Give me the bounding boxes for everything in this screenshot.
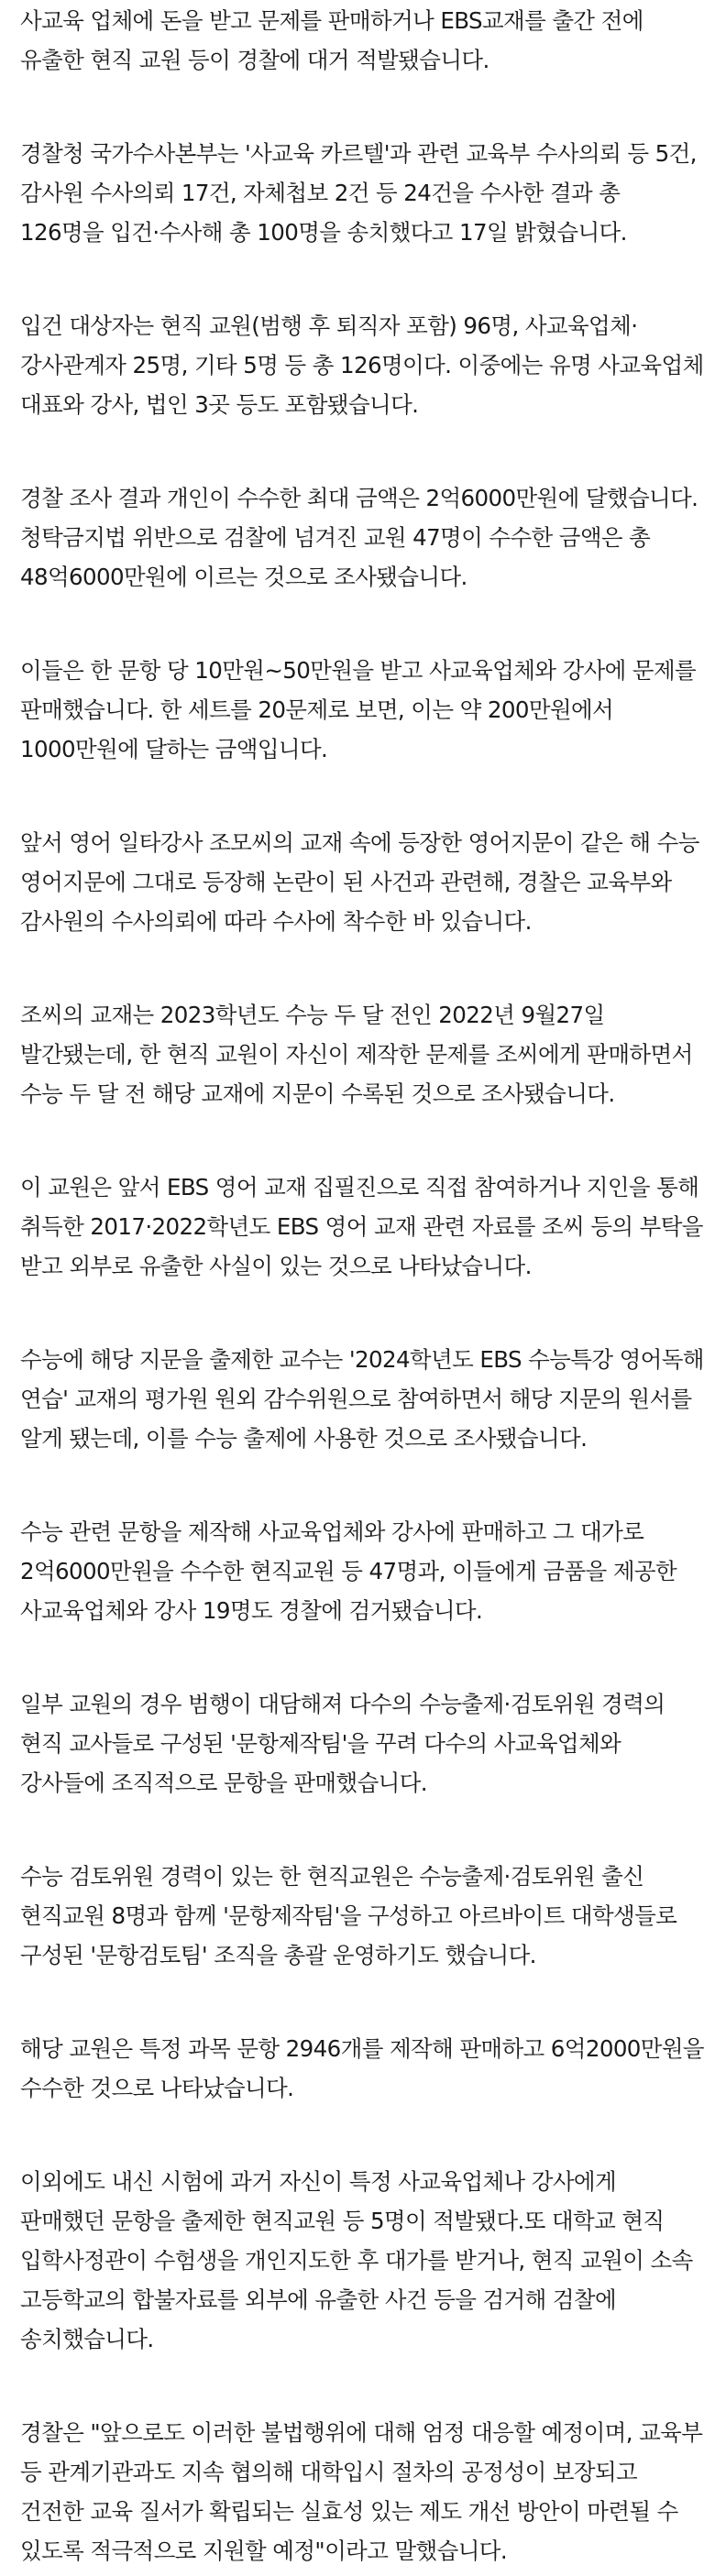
article-paragraph-3: 입건 대상자는 현직 교원(범행 후 퇴직자 포함) 96명, 사교육업체·강사관계자 25명, 기타 5명 등 총 126명이다. 이중에는 유명 사교육업체 대표와 강사, 법인 3곳 등도 포함됐습니다. bbox=[20, 312, 704, 418]
article-paragraph-12: 수능 검토위원 경력이 있는 한 현직교원은 수능출제·검토위원 출신 현직교원 8명과 함께 '문항제작팀'을 구성하고 아르바이트 대학생들로 구성된 '문항검토팀' 조직을 총괄 운영하기도 했습니다. bbox=[20, 1863, 677, 1968]
article-body bbox=[0, 1, 715, 2571]
article-paragraph-7: 조씨의 교재는 2023학년도 수능 두 달 전인 2022년 9월27일 발간됐는데, 한 현직 교원이 자신이 제작한 문제를 조씨에게 판매하면서 수능 두 달 전 해당 교재에 지문이 수록된 것으로 조사됐습니다. bbox=[20, 1002, 693, 1107]
article-paragraph-10: 수능 관련 문항을 제작해 사교육업체와 강사에 판매하고 그 대가로 2억6000만원을 수수한 현직교원 등 47명과, 이들에게 금품을 제공한 사교육업체와 강사 19명도 경찰에 검거됐습니다. bbox=[20, 1518, 677, 1624]
article-paragraph-1: 사교육 업체에 돈을 받고 문제를 판매하거나 EBS교재를 출간 전에 유출한 현직 교원 등이 경찰에 대거 적발됐습니다. bbox=[20, 7, 644, 73]
article-paragraph-13: 해당 교원은 특정 과목 문항 2946개를 제작해 판매하고 6억2000만원을 수수한 것으로 나타났습니다. bbox=[20, 2035, 704, 2101]
article-paragraph-8: 이 교원은 앞서 EBS 영어 교재 집필진으로 직접 참여하거나 지인을 통해 취득한 2017·2022학년도 EBS 영어 교재 관련 자료를 조씨 등의 부탁을 받고 외부로 유출한 사실이 있는 것으로 나타났습니다. bbox=[20, 1174, 703, 1279]
article-paragraph-4: 경찰 조사 결과 개인이 수수한 최대 금액은 2억6000만원에 달했습니다. 청탁금지법 위반으로 검찰에 넘겨진 교원 47명이 수수한 금액은 총 48억6000만원에 이르는 것으로 조사됐습니다. bbox=[20, 485, 698, 590]
article-paragraph-15: 경찰은 "앞으로도 이러한 불법행위에 대해 엄정 대응할 예정이며, 교육부 등 관계기관과도 지속 협의해 대학입시 절차의 공정성이 보장되고 건전한 교육 질서가 확립되는 실효성 있는 제도 개선 방안이 마련될 수 있도록 적극적으로 지원할 예정"이라고 말했습니다. bbox=[20, 2419, 703, 2564]
article-paragraph-14: 이외에도 내신 시험에 과거 자신이 특정 사교육업체나 강사에게 판매했던 문항을 출제한 현직교원 등 5명이 적발됐다.또 대학교 현직 입학사정관이 수험생을 개인지도한 후 대가를 받거나, 현직 교원이 소속 고등학교의 합불자료를 외부에 유출한 사건 등을 검거해 검찰에 송치했습니다. bbox=[20, 2168, 693, 2352]
article-paragraph-9: 수능에 해당 지문을 출제한 교수는 '2024학년도 EBS 수능특강 영어독해 연습' 교재의 평가원 원외 감수위원으로 참여하면서 해당 지문의 원서를 알게 됐는데, 이를 수능 출제에 사용한 것으로 조사됐습니다. bbox=[20, 1346, 704, 1452]
article-paragraph-6: 앞서 영어 일타강사 조모씨의 교재 속에 등장한 영어지문이 같은 해 수능 영어지문에 그대로 등장해 논란이 된 사건과 관련해, 경찰은 교육부와 감사원의 수사의뢰에 따라 수사에 착수한 바 있습니다. bbox=[20, 829, 699, 935]
article-paragraph-11: 일부 교원의 경우 범행이 대담해져 다수의 수능출제·검토위원 경력의 현직 교사들로 구성된 '문항제작팀'을 꾸려 다수의 사교육업체와 강사들에 조직적으로 문항을 판매했습니다. bbox=[20, 1691, 666, 1796]
article-paragraph-2: 경찰청 국가수사본부는 '사교육 카르텔'과 관련 교육부 수사의뢰 등 5건, 감사원 수사의뢰 17건, 자체첩보 2건 등 24건을 수사한 결과 총 126명을 입건·수사해 총 100명을 송치했다고 17일 밝혔습니다. bbox=[20, 140, 697, 246]
article-paragraph-5: 이들은 한 문항 당 10만원~50만원을 받고 사교육업체와 강사에 문제를 판매했습니다. 한 세트를 20문제로 보면, 이는 약 200만원에서 1000만원에 달하는 금액입니다. bbox=[20, 657, 697, 762]
